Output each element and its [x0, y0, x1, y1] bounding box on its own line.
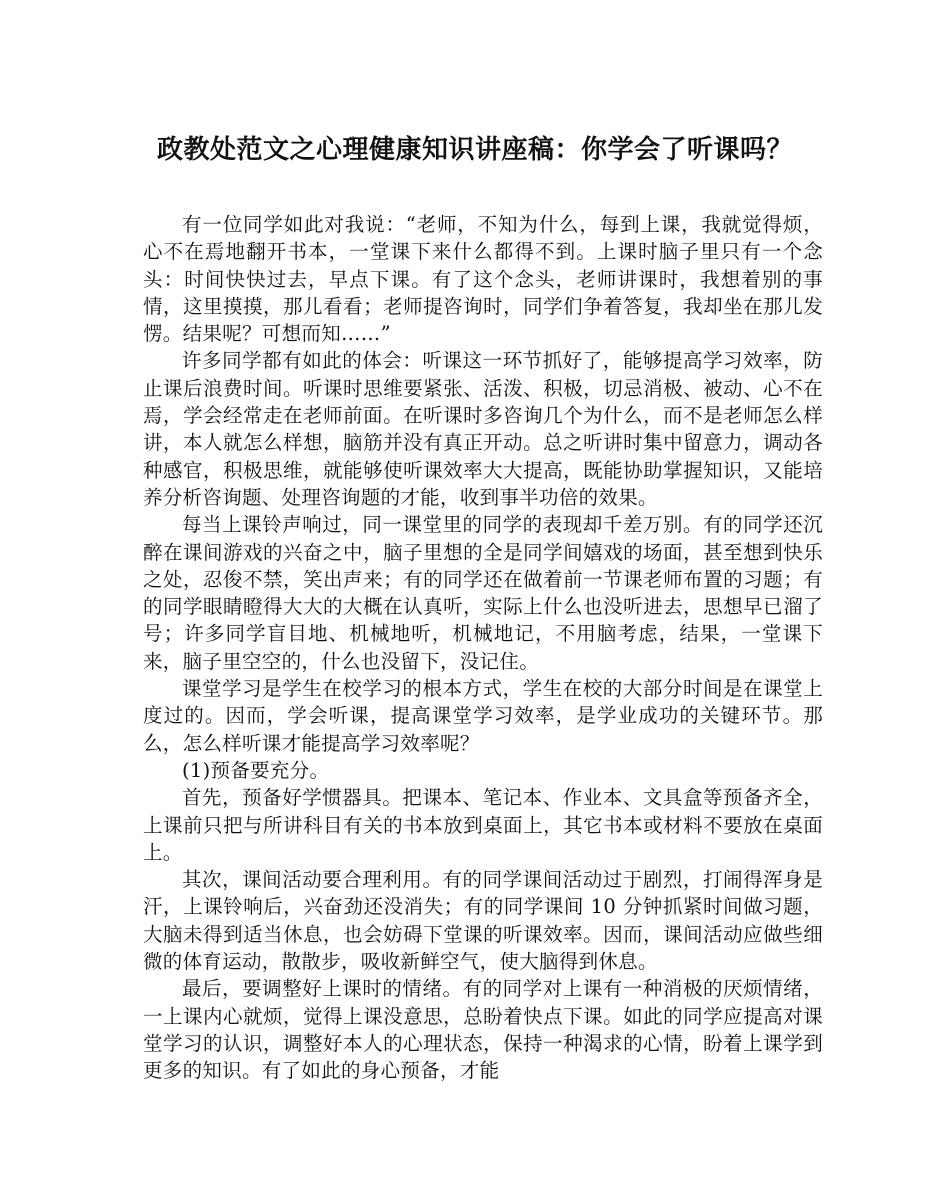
- paragraph-classroom-learning: 课堂学习是学生在校学习的根本方式，学生在校的大部分时间是在课堂上度过的。因而，学会听课，提高课堂学习效率，是学业成功的关键环节。那么，怎么样听课才能提高学习效率呢？: [143, 677, 823, 755]
- document-title: 政教处范文之心理健康知识讲座稿：你学会了听课吗？: [156, 135, 793, 165]
- paragraph-first-supplies: 首先，预备好学惯器具。把课本、笔记本、作业本、文具盒等预备齐全，上课前只把与所讲科目有关的书本放到桌面上，其它书本或材料不要放在桌面上。: [143, 786, 823, 864]
- paragraph-classroom-behaviors: 每当上课铃声响过，同一课堂里的同学的表现却千差万别。有的同学还沉醉在课间游戏的兴奋之中，脑子里想的全是同学间嬉戏的场面，甚至想到快乐之处，忍俊不禁，笑出声来；有的同学还在做着前一节课老师布置的习题；有的同学眼睛瞪得大大的大概在认真听，实际上什么也没听进去，思想早已溜了号；许多同学盲目地、机械地听，机械地记，不用脑考虑，结果，一堂课下来，脑子里空空的，什么也没留下，没记住。: [143, 513, 823, 673]
- paragraph-second-break-activity: 其次，课间活动要合理利用。有的同学课间活动过于剧烈，打闹得浑身是汗，上课铃响后，兴奋劲还没消失；有的同学课间 10 分钟抓紧时间做习题，大脑未得到适当休息，也会妨碍下堂课的听课效率。因而，课间活动应做些细微的体育运动，散散步，吸收新鲜空气，使大脑得到休息。: [143, 868, 823, 974]
- document-body: [143, 211, 823, 1085]
- paragraph-student-quote: 有一位同学如此对我说：“老师，不知为什么，每到上课，我就觉得烦，心不在焉地翻开书本，一堂课下来什么都得不到。上课时脑子里只有一个念头：时间快快过去，早点下课。有了这个念头，老师讲课时，我想着别的事情，这里摸摸，那儿看看；老师提咨询时，同学们争着答复，我却坐在那儿发愣。结果呢？可想而知……”: [143, 213, 823, 346]
- paragraph-last-mood: 最后，要调整好上课时的情绪。有的同学对上课有一种消极的厌烦情绪，一上课内心就烦，觉得上课没意思，总盼着快点下课。如此的同学应提高对课堂学习的认识，调整好本人的心理状态，保持一种渴求的心情，盼着上课学到更多的知识。有了如此的身心预备，才能: [143, 977, 823, 1083]
- paragraph-heading-preparation: (1)预备要充分。: [182, 758, 330, 782]
- paragraph-listening-efficiency: 许多同学都有如此的体会：听课这一环节抓好了，能够提高学习效率，防止课后浪费时间。听课时思维要紧张、活泼、积极，切忌消极、被动、心不在焉，学会经常走在老师前面。在听课时多咨询几个为什么，而不是老师怎么样讲，本人就怎么样想，脑筋并没有真正开动。总之听讲时集中留意力，调动各种感官，积极思维，就能够使听课效率大大提高，既能协助掌握知识，又能培养分析咨询题、处理咨询题的才能，收到事半功倍的效果。: [143, 349, 823, 509]
